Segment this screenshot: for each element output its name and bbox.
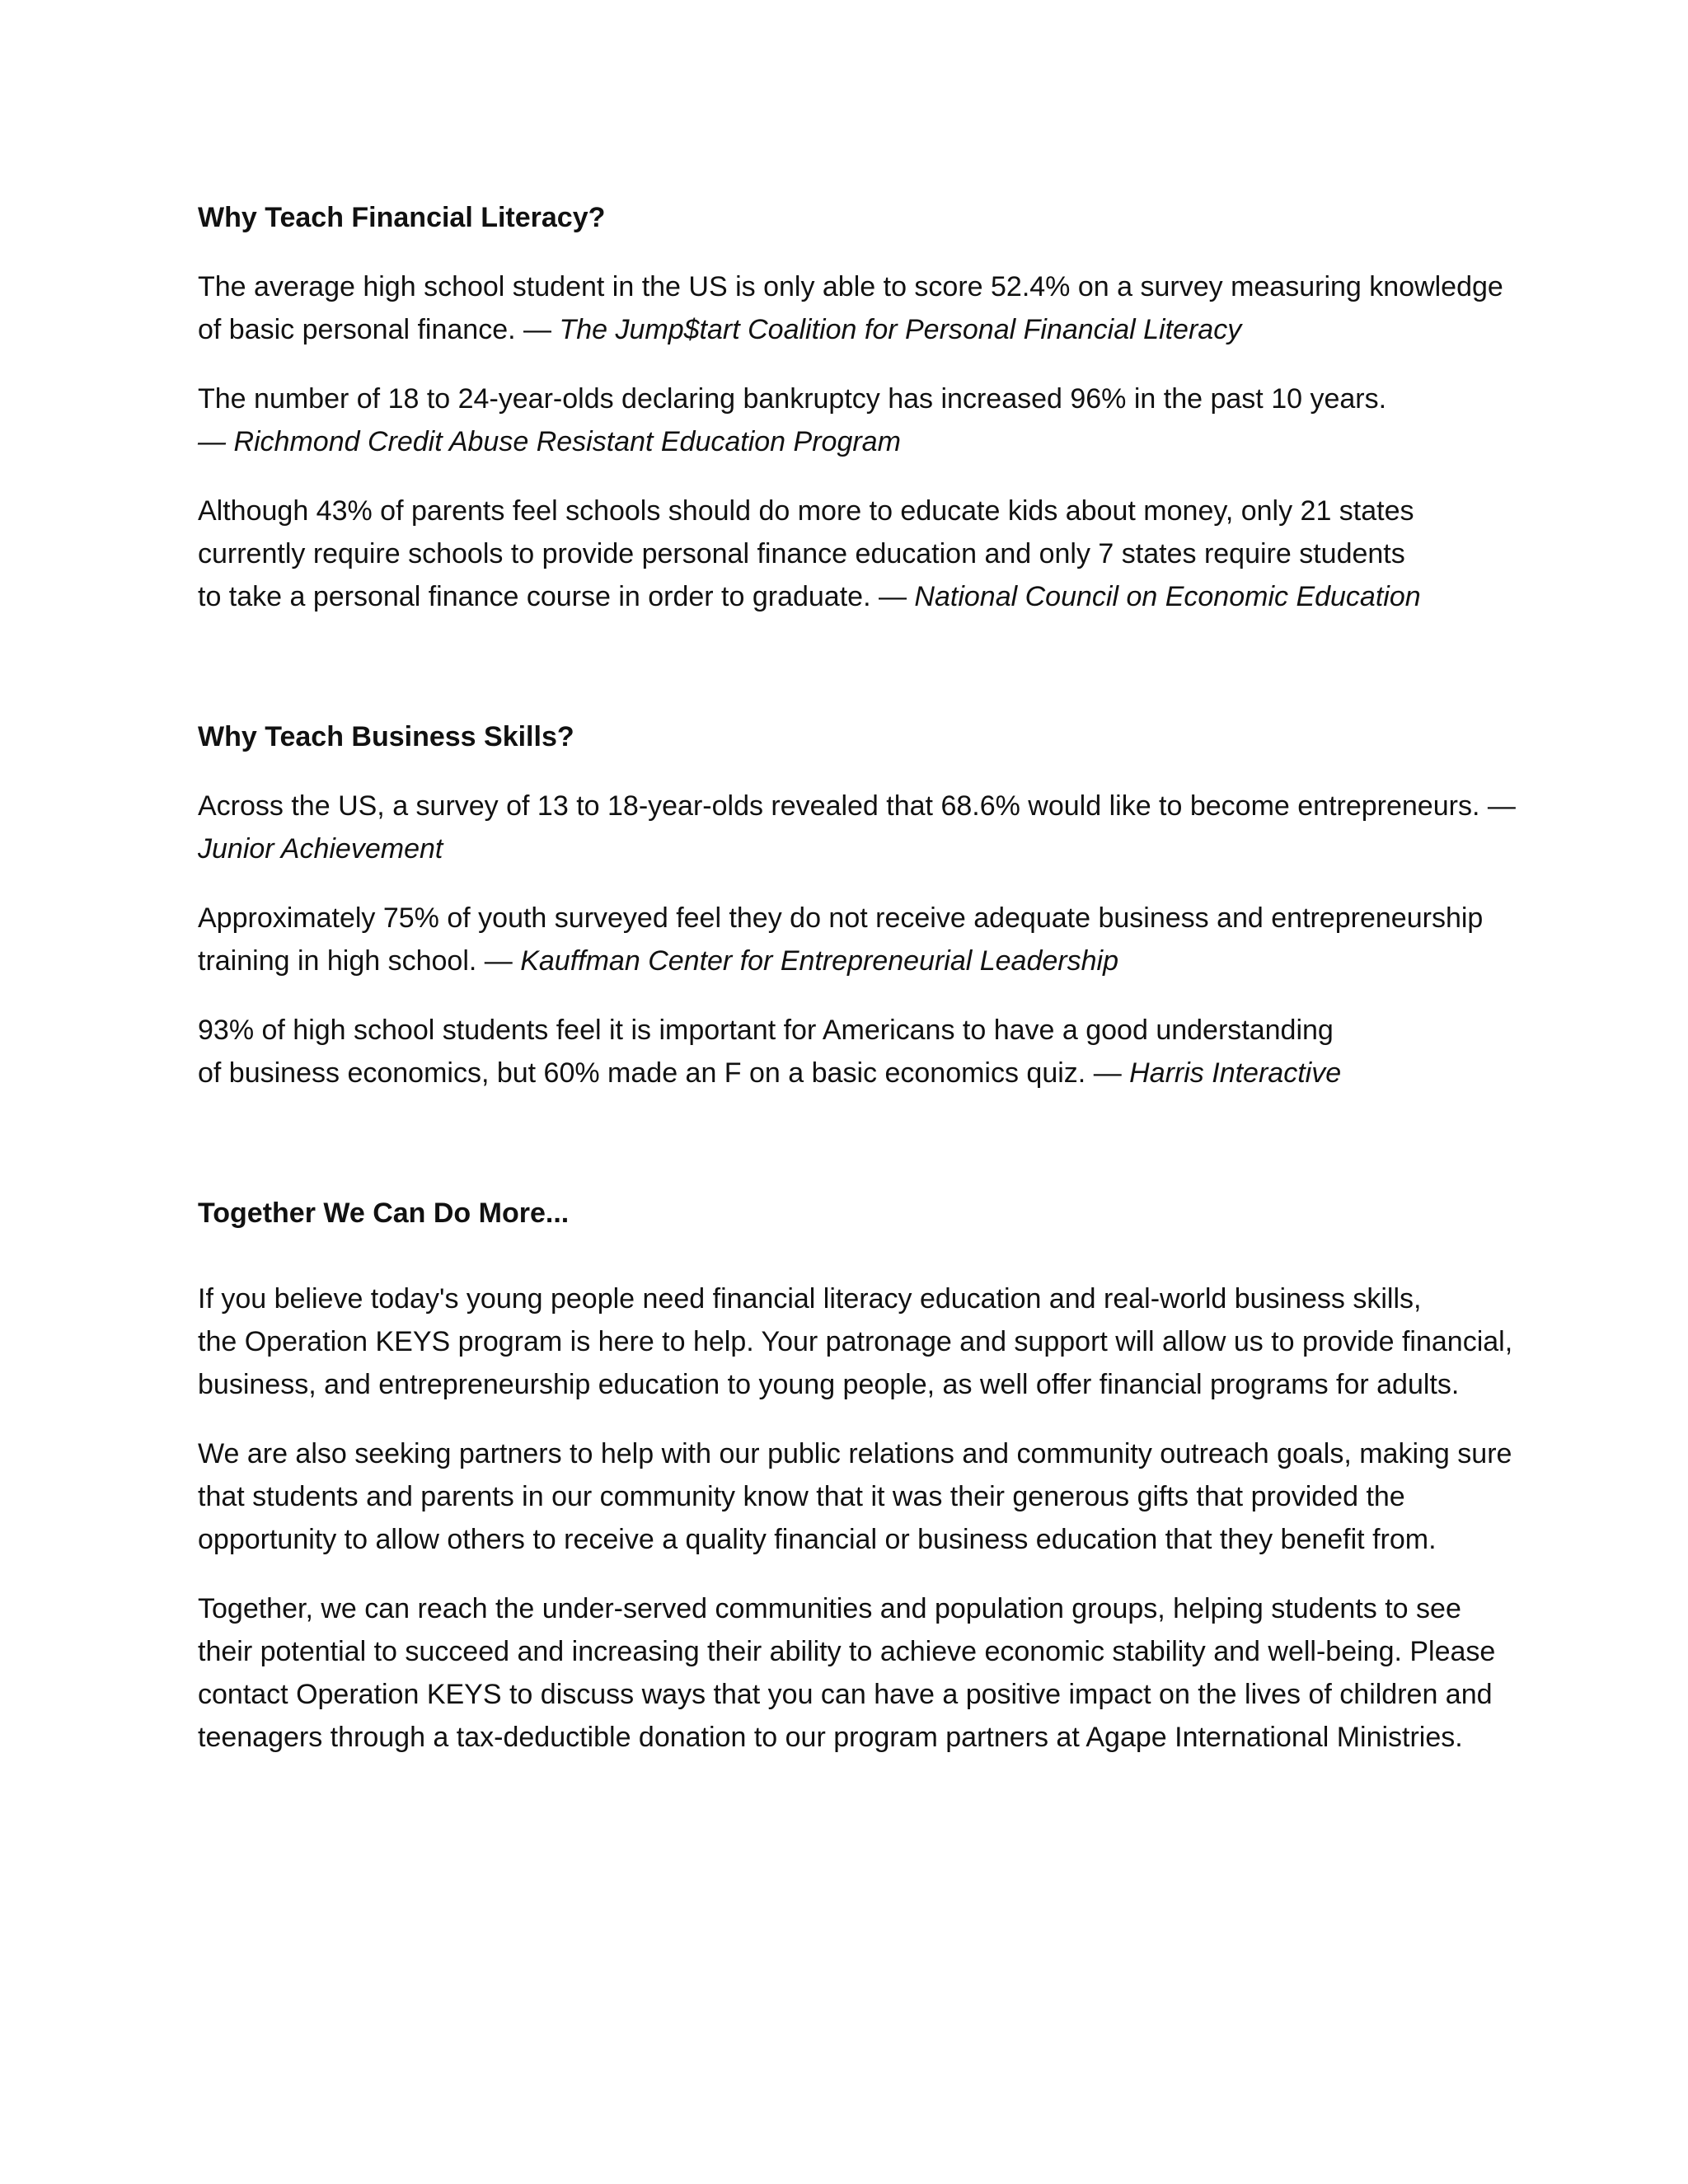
paragraph-line: opportunity to allow others to receive a quality financial or business education that they benefit from. <box>198 1524 1437 1555</box>
paragraph-line: Together, we can reach the under-served communities and population groups, helping students to see <box>198 1593 1461 1624</box>
paragraph-line: contact Operation KEYS to discuss ways that you can have a positive impact on the lives of children and <box>198 1679 1493 1710</box>
body-paragraph <box>198 1587 1550 1759</box>
body-paragraph <box>198 1432 1550 1561</box>
paragraph-line: business, and entrepreneurship education to young people, as well offer financial programs for adults. <box>198 1369 1460 1400</box>
stat-paragraph <box>198 265 1550 351</box>
paragraph-line: to take a personal finance course in order to graduate. — <box>198 581 915 612</box>
section-heading-business-skills: Why Teach Business Skills? <box>198 721 574 752</box>
paragraph-line: Across the US, a survey of 13 to 18-year-olds revealed that 68.6% would like to become entrepreneurs. — <box>198 790 1516 822</box>
citation-source: Kauffman Center for Entrepreneurial Leadership <box>520 945 1118 977</box>
stat-paragraph <box>198 490 1550 618</box>
paragraph-line: The average high school student in the US is only able to score 52.4% on a survey measuring knowledge <box>198 271 1503 302</box>
paragraph-line: The number of 18 to 24-year-olds declaring bankruptcy has increased 96% in the past 10 years. <box>198 383 1387 415</box>
paragraph-line: We are also seeking partners to help with our public relations and community outreach goals, making sure <box>198 1438 1512 1469</box>
paragraph-line: currently require schools to provide personal finance education and only 7 states require students <box>198 538 1405 569</box>
paragraph-line: the Operation KEYS program is here to help. Your patronage and support will allow us to provide financial, <box>198 1326 1513 1357</box>
stat-paragraph <box>198 785 1550 870</box>
stat-paragraph <box>198 377 1550 463</box>
paragraph-line: If you believe today's young people need financial literacy education and real-world business skills, <box>198 1283 1422 1315</box>
paragraph-line: Although 43% of parents feel schools should do more to educate kids about money, only 21 states <box>198 495 1414 527</box>
section-heading-financial-literacy: Why Teach Financial Literacy? <box>198 202 606 233</box>
paragraph-line: of basic personal finance. — <box>198 314 560 345</box>
paragraph-line: of business economics, but 60% made an F on a basic economics quiz. — <box>198 1057 1130 1089</box>
citation-source: National Council on Economic Education <box>914 581 1421 612</box>
body-paragraph <box>198 1277 1550 1406</box>
paragraph-line: training in high school. — <box>198 945 521 977</box>
document-page <box>198 196 1550 1759</box>
citation-source: Richmond Credit Abuse Resistant Education Program <box>233 426 901 457</box>
paragraph-line: teenagers through a tax-deductible donation to our program partners at Agape International Ministries. <box>198 1722 1463 1753</box>
paragraph-line: — <box>198 426 234 457</box>
section-heading-together: Together We Can Do More... <box>198 1197 570 1229</box>
stat-paragraph <box>198 1009 1550 1094</box>
citation-source: Harris Interactive <box>1129 1057 1342 1089</box>
paragraph-line: 93% of high school students feel it is important for Americans to have a good understanding <box>198 1015 1334 1046</box>
paragraph-line: Approximately 75% of youth surveyed feel they do not receive adequate business and entrepreneurship <box>198 902 1484 934</box>
citation-source: The Jump$tart Coalition for Personal Financial Literacy <box>559 314 1242 345</box>
paragraph-line: their potential to succeed and increasing their ability to achieve economic stability and well-being. Please <box>198 1636 1496 1667</box>
citation-source: Junior Achievement <box>198 833 443 865</box>
stat-paragraph <box>198 897 1550 982</box>
paragraph-line: that students and parents in our community know that it was their generous gifts that provided the <box>198 1481 1405 1512</box>
